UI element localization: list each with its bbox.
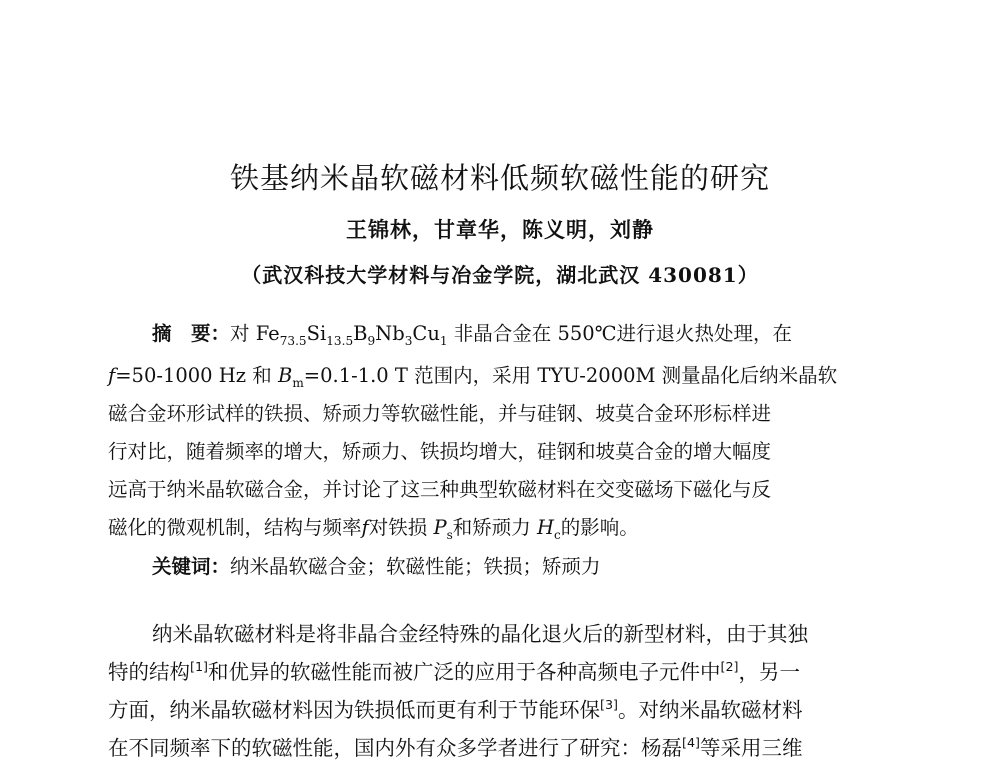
abstract-line-2: f=50-1000 Hz 和 $B_m=0.1-1.0$ T 范围内，采用 TYU-2000M 测量晶化后纳米晶软 bbox=[108, 364, 838, 390]
citation-1: [1] bbox=[190, 659, 208, 675]
abstract-label: 摘 要： bbox=[152, 322, 231, 345]
citation-2: [2] bbox=[720, 659, 739, 675]
keywords-label: 关键词： bbox=[152, 555, 231, 578]
abstract-line-3: 磁合金环形试样的铁损、矫顽力等软磁性能，并与硅钢、坡莫合金环形标样进 bbox=[108, 402, 772, 425]
author-list: 王锦林，甘章华，陈义明，刘静 bbox=[346, 217, 654, 242]
abstract-line-4: 行对比，随着频率的增大，矫顽力、铁损均增大，硅钢和坡莫合金的增大幅度 bbox=[108, 440, 772, 463]
paper-title: 铁基纳米晶软磁材料低频软磁性能的研究 bbox=[229, 161, 770, 195]
body-line-1: 纳米晶软磁材料是将非晶合金经特殊的晶化退火后的新型材料，由于其独 bbox=[152, 622, 808, 646]
abstract-line-5: 远高于纳米晶软磁合金，并讨论了这三种典型软磁材料在交变磁场下磁化与反 bbox=[108, 478, 772, 501]
citation-3: [3] bbox=[600, 697, 618, 713]
body-line-4: 在不同频率下的软磁性能，国内外有众多学者进行了研究：杨磊[4]等采用三维 bbox=[108, 735, 803, 760]
abstract-line-6: 磁化的微观机制，结构与频率f对铁损 $P_s$和矫顽力 $H_c$的影响。 bbox=[108, 516, 639, 542]
body-line-3: 方面，纳米晶软磁材料因为铁损低而更有利于节能环保[3]。对纳米晶软磁材料 bbox=[108, 697, 803, 722]
abstract-line-1: 摘 要：对 $Fe_{73.5}Si_{13.5}B_9Nb_3Cu_1$ 非晶合金在 550℃进行退火热处理，在 bbox=[152, 322, 793, 348]
citation-4: [4] bbox=[682, 735, 700, 751]
affiliation: （武汉科技大学材料与冶金学院，湖北武汉 430081） bbox=[241, 263, 759, 287]
keywords-line bbox=[152, 551, 601, 579]
body-line-2: 特的结构[1]和优异的软磁性能而被广泛的应用于各种高频电子元件中[2]，另一 bbox=[108, 659, 800, 684]
keywords-text: 纳米晶软磁合金；软磁性能；铁损；矫顽力 bbox=[230, 555, 601, 578]
